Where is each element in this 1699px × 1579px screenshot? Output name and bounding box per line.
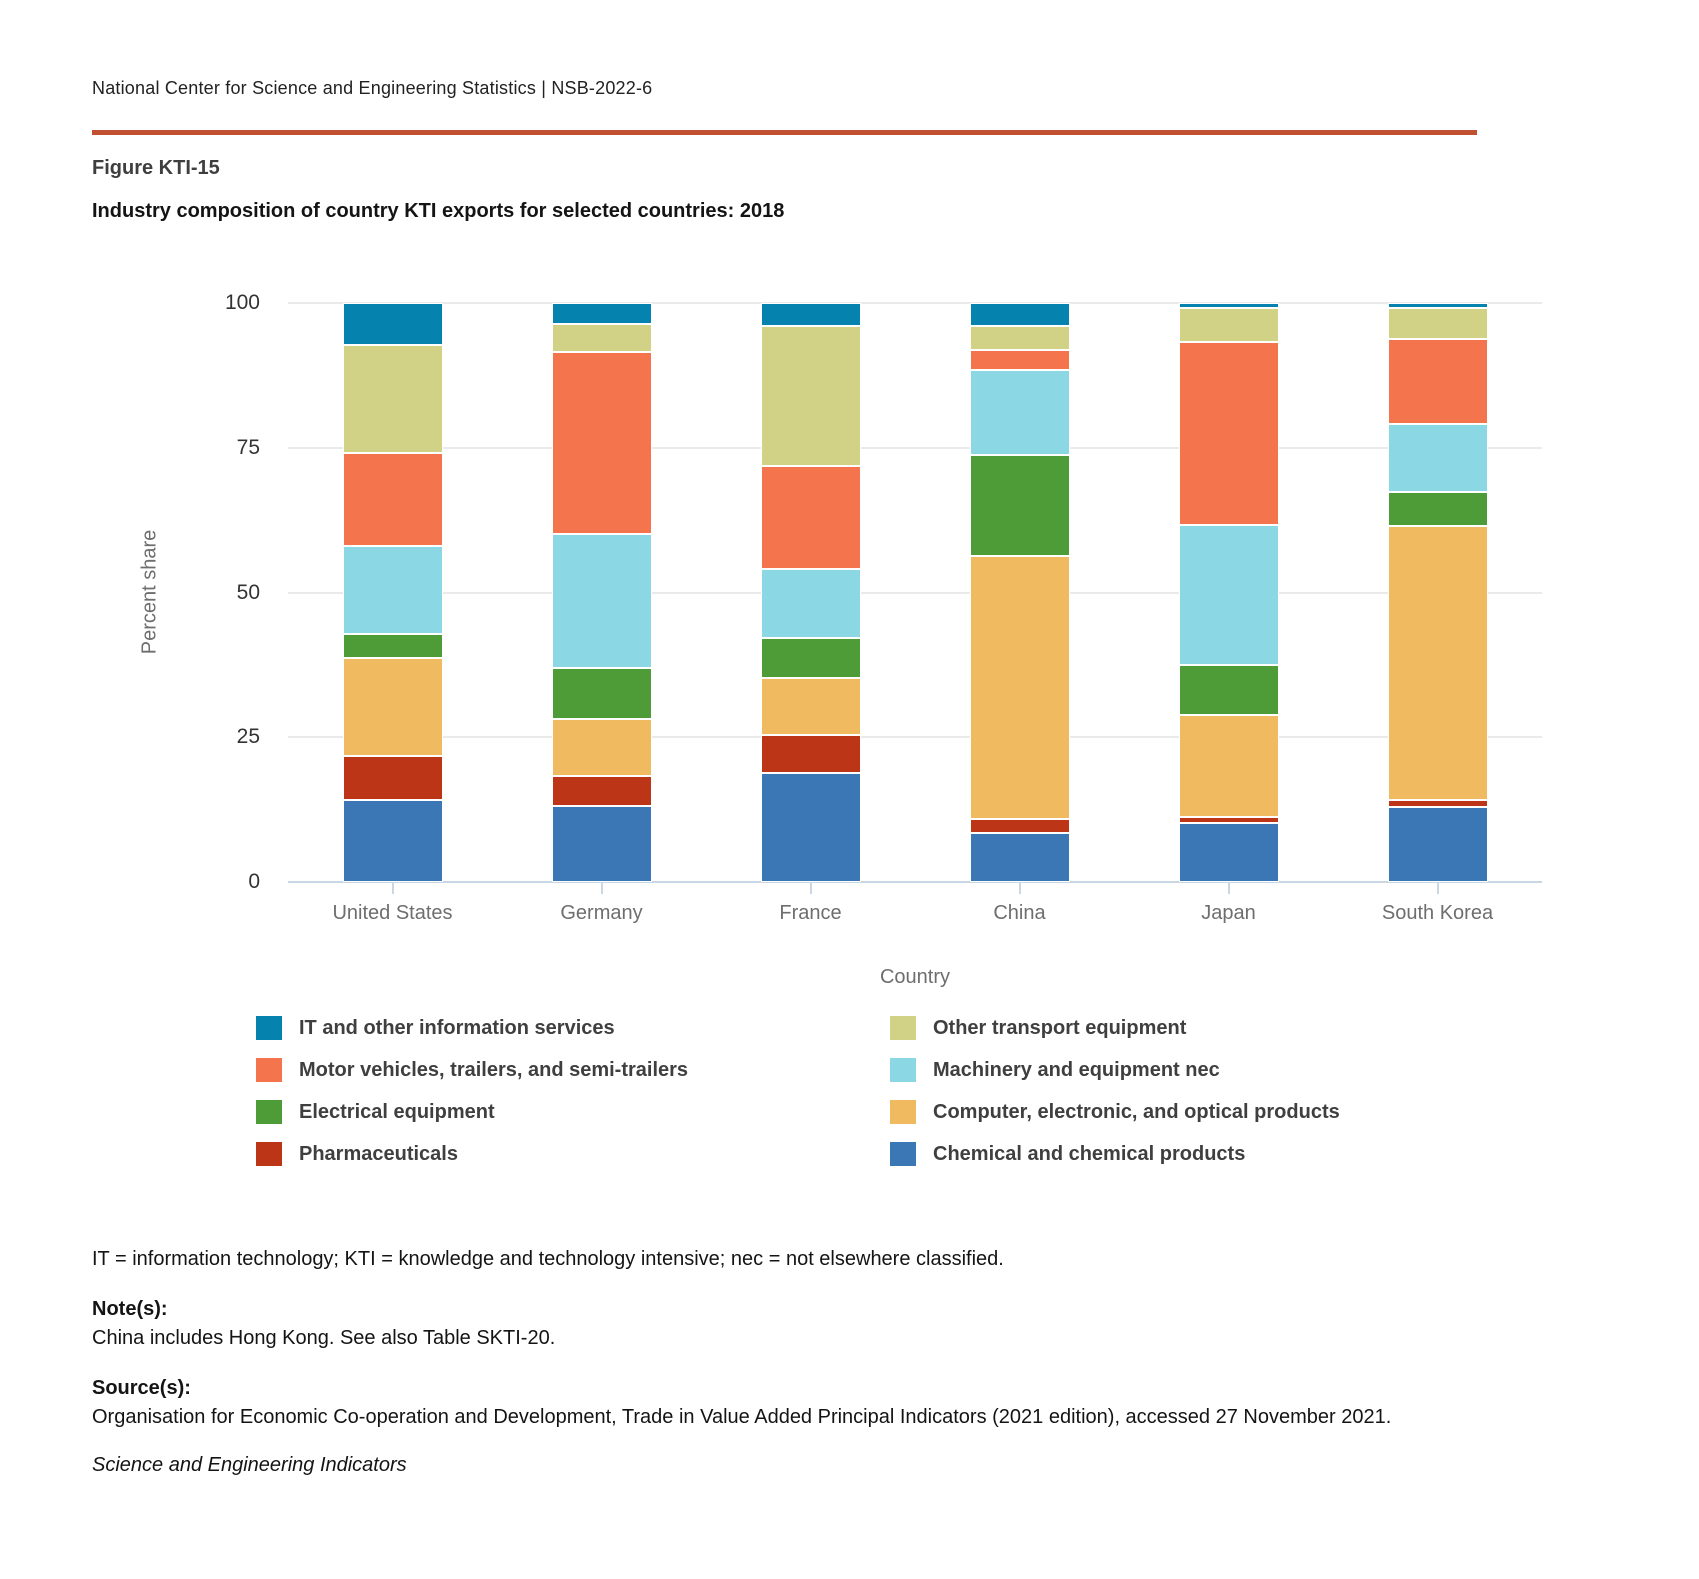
bar-segment[interactable] bbox=[1388, 339, 1488, 424]
stacked-bar bbox=[761, 303, 861, 882]
y-tick-label-0: 0 bbox=[248, 870, 260, 893]
bar-segment[interactable] bbox=[970, 326, 1070, 350]
bar-column-china bbox=[915, 303, 1124, 882]
bar-segment[interactable] bbox=[552, 668, 652, 719]
bar-segment[interactable] bbox=[1179, 342, 1279, 524]
legend-label: Machinery and equipment nec bbox=[933, 1058, 1220, 1081]
legend-swatch-icon bbox=[890, 1016, 916, 1040]
x-tick bbox=[1019, 883, 1021, 894]
bar-segment[interactable] bbox=[970, 833, 1070, 882]
legend-label: IT and other information services bbox=[299, 1016, 615, 1039]
source-heading: Source(s): bbox=[92, 1377, 191, 1399]
y-tick-label-25: 25 bbox=[236, 725, 260, 749]
y-tick-label-50: 50 bbox=[236, 580, 260, 604]
bar-segment[interactable] bbox=[552, 324, 652, 352]
y-tick-label-100: 100 bbox=[224, 291, 260, 314]
legend-label: Computer, electronic, and optical products bbox=[933, 1100, 1340, 1123]
plot-area bbox=[288, 303, 1542, 882]
legend-item[interactable] bbox=[890, 1133, 1340, 1175]
bar-column-united-states bbox=[288, 303, 497, 882]
notes-heading: Note(s): bbox=[92, 1298, 168, 1320]
bar-column-japan bbox=[1124, 303, 1333, 882]
legend-item[interactable] bbox=[256, 1133, 688, 1175]
legend-swatch-icon bbox=[256, 1100, 282, 1124]
figure-number-label: Figure KTI-15 bbox=[92, 157, 220, 179]
bar-segment[interactable] bbox=[1388, 807, 1488, 882]
bar-segment[interactable] bbox=[552, 806, 652, 882]
stacked-bar bbox=[343, 303, 443, 882]
bar-segment[interactable] bbox=[343, 756, 443, 800]
y-tick-label-75: 75 bbox=[236, 435, 260, 459]
x-category-label: Japan bbox=[1201, 902, 1256, 924]
x-tick bbox=[601, 883, 603, 894]
stacked-bar bbox=[970, 303, 1070, 882]
bar-segment[interactable] bbox=[761, 735, 861, 773]
bar-segment[interactable] bbox=[1179, 823, 1279, 882]
stacked-bar bbox=[552, 303, 652, 882]
x-tick bbox=[810, 883, 812, 894]
x-tick bbox=[392, 883, 394, 894]
x-category-label: China bbox=[993, 902, 1046, 924]
bar-segment[interactable] bbox=[761, 466, 861, 569]
notes-text: China includes Hong Kong. See also Table SKTI-20. bbox=[92, 1327, 556, 1349]
legend-swatch-icon bbox=[890, 1100, 916, 1124]
bar-segment[interactable] bbox=[343, 800, 443, 882]
bar-segment[interactable] bbox=[1388, 424, 1488, 492]
bar-segment[interactable] bbox=[761, 678, 861, 736]
bar-segment[interactable] bbox=[343, 303, 443, 345]
bar-segment[interactable] bbox=[552, 776, 652, 806]
bar-column-germany bbox=[497, 303, 706, 882]
bar-segment[interactable] bbox=[343, 453, 443, 546]
legend-label: Motor vehicles, trailers, and semi-trailers bbox=[299, 1058, 689, 1081]
bar-segment[interactable] bbox=[761, 303, 861, 326]
legend-swatch-icon bbox=[256, 1142, 282, 1166]
bar-segment[interactable] bbox=[761, 326, 861, 467]
abbreviation-note: IT = information technology; KTI = knowledge and technology intensive; nec = not elsewhere classified. bbox=[92, 1248, 1004, 1270]
bar-segment[interactable] bbox=[761, 569, 861, 638]
x-category-label: United States bbox=[332, 902, 453, 924]
bar-segment[interactable] bbox=[343, 634, 443, 659]
legend-item[interactable] bbox=[890, 1007, 1340, 1049]
legend-swatch-icon bbox=[256, 1058, 282, 1082]
x-axis-title: Country bbox=[879, 966, 951, 988]
legend-label: Electrical equipment bbox=[299, 1100, 495, 1123]
bar-segment[interactable] bbox=[1179, 665, 1279, 715]
bar-segment[interactable] bbox=[970, 370, 1070, 455]
legend-item[interactable] bbox=[256, 1091, 688, 1133]
bar-segment[interactable] bbox=[343, 345, 443, 453]
source-text: Organisation for Economic Co-operation and Development, Trade in Value Added Principal Indicators (2021 edition), accessed 27 November 2021. bbox=[92, 1406, 1392, 1428]
publication-name: Science and Engineering Indicators bbox=[92, 1454, 407, 1476]
figure-title: Industry composition of country KTI exports for selected countries: 2018 bbox=[92, 200, 785, 222]
bar-segment[interactable] bbox=[970, 556, 1070, 819]
legend-swatch-icon bbox=[890, 1142, 916, 1166]
bar-segment[interactable] bbox=[761, 638, 861, 677]
bar-segment[interactable] bbox=[552, 719, 652, 776]
bar-segment[interactable] bbox=[1179, 525, 1279, 665]
bar-segment[interactable] bbox=[1179, 308, 1279, 342]
bar-column-france bbox=[706, 303, 915, 882]
legend-item[interactable] bbox=[256, 1049, 688, 1091]
bar-segment[interactable] bbox=[552, 534, 652, 668]
bar-segment[interactable] bbox=[1388, 526, 1488, 800]
legend-column-left bbox=[256, 1007, 688, 1175]
x-tick bbox=[1437, 883, 1439, 894]
stacked-bar bbox=[1179, 303, 1279, 882]
bar-segment[interactable] bbox=[761, 773, 861, 882]
legend-swatch-icon bbox=[256, 1016, 282, 1040]
bar-segment[interactable] bbox=[970, 350, 1070, 370]
stacked-bar bbox=[1388, 303, 1488, 882]
x-tick bbox=[1228, 883, 1230, 894]
bar-segment[interactable] bbox=[552, 352, 652, 534]
bar-segment[interactable] bbox=[970, 455, 1070, 556]
x-category-label: France bbox=[779, 902, 842, 924]
legend-label: Other transport equipment bbox=[933, 1016, 1187, 1039]
bar-segment[interactable] bbox=[1179, 715, 1279, 817]
bar-segment[interactable] bbox=[1388, 492, 1488, 527]
legend-label: Pharmaceuticals bbox=[299, 1142, 458, 1165]
report-header: National Center for Science and Engineering Statistics | NSB-2022-6 bbox=[92, 78, 653, 98]
x-category-label: Germany bbox=[560, 902, 643, 924]
legend-item[interactable] bbox=[890, 1091, 1340, 1133]
bar-segment[interactable] bbox=[1388, 308, 1488, 339]
bar-segment[interactable] bbox=[970, 819, 1070, 833]
legend-item[interactable] bbox=[890, 1049, 1340, 1091]
bar-segment[interactable] bbox=[343, 546, 443, 633]
bar-column-south-korea bbox=[1333, 303, 1542, 882]
bar-segment[interactable] bbox=[343, 658, 443, 755]
y-axis-title: Percent share bbox=[138, 529, 161, 655]
legend-swatch-icon bbox=[890, 1058, 916, 1082]
legend-label: Chemical and chemical products bbox=[933, 1142, 1246, 1165]
legend-item[interactable] bbox=[256, 1007, 688, 1049]
bar-segment[interactable] bbox=[552, 303, 652, 324]
bar-segment[interactable] bbox=[970, 303, 1070, 326]
x-category-label: South Korea bbox=[1381, 902, 1494, 924]
legend-column-right bbox=[890, 1007, 1340, 1175]
